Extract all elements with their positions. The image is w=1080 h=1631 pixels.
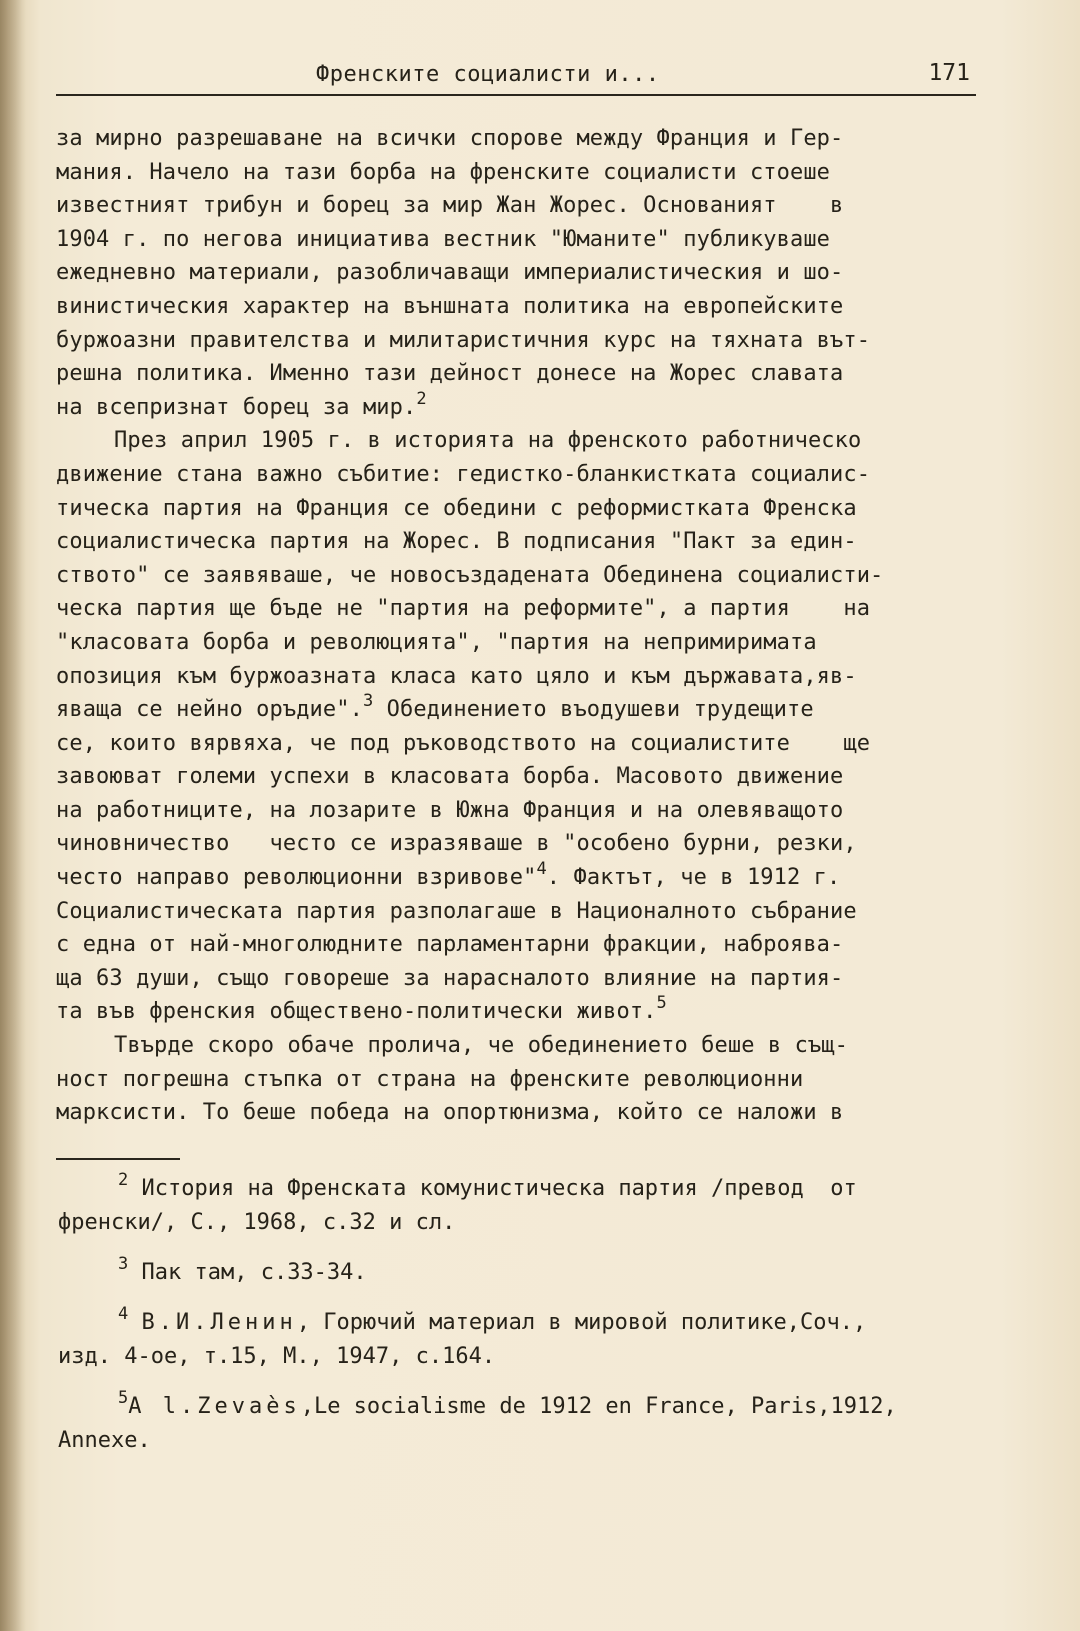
- text-line: опозиция към буржоазната класа като цяло и към държавата,яв-: [56, 663, 857, 689]
- text-line: известният трибун и борец за мир Жан Жорес. Основаният в: [56, 193, 844, 219]
- text-line: социалистическа партия на Жорес. В подписания "Пакт за един-: [56, 529, 857, 555]
- text-line: за мирно разрешаване на всички спорове между Франция и Гер-: [56, 126, 844, 151]
- footnote-number: 3: [118, 1254, 129, 1274]
- footnote-text: изд. 4-ое, т.15, М., 1947, с.164.: [58, 1344, 496, 1369]
- text-line: чиновничество често се изразяваше в "особено бурни, резки,: [56, 831, 857, 857]
- text-line: ща 63 души, също говореше за нарасналото влияние на партия-: [56, 965, 844, 991]
- text-line: се, които вярвяха, че под ръководството на социалистите ще: [56, 730, 871, 756]
- footnote-text: ,Le socialisme de 1912 en France, Paris,1912,: [300, 1394, 897, 1419]
- text-line: "класовата борба и революцията", "партия на непримиримата: [56, 629, 817, 655]
- footnote-marker: 4: [536, 859, 547, 880]
- text-line: на работниците, на лозарите в Южна Франция и на олевяващото: [56, 797, 844, 823]
- running-head-title: Френските социалисти и...: [316, 62, 660, 87]
- text-line: решна политика. Именно тази дейност донесе на Жорес славата: [56, 361, 844, 387]
- page-number: 171: [928, 60, 970, 86]
- text-fragment: . Фактът, че в 1912 г.: [546, 865, 841, 891]
- text-line: 1904 г. по негова инициатива вестник "Юманите" публикуваше: [56, 226, 831, 252]
- text-line: тическа партия на Франция се обедини с реформистката Френска: [56, 495, 857, 521]
- text-line: ежедневно материали, разобличаващи империалистическия и шо-: [56, 260, 844, 286]
- text-line: с една от най-многолюдните парламентарни фракции, наброява-: [56, 932, 844, 958]
- footnote-2: [58, 1172, 1008, 1240]
- footnote-4: [58, 1306, 1008, 1374]
- text-line: [56, 388, 986, 425]
- footnote-text: френски/, С., 1968, с.32 и сл.: [58, 1210, 456, 1235]
- footnote-marker: 2: [416, 388, 427, 409]
- book-spine-shadow: [0, 0, 26, 1631]
- text-line: завоюват големи успехи в класовата борба. Масовото движение: [56, 764, 844, 790]
- text-line: движение стана важно събитие: гедистко-бланкистката социалис-: [56, 461, 871, 487]
- main-text: [56, 122, 986, 1130]
- paragraph-start-line: Твърде скоро обаче пролича, че обединението беше в същ-: [114, 1033, 848, 1059]
- running-head: [56, 58, 976, 96]
- footnote-number: 2: [118, 1170, 129, 1190]
- footnote-number: 5: [118, 1388, 129, 1408]
- footnote-text: Пак там, с.33-34.: [128, 1260, 367, 1285]
- paragraph-start-line: През април 1905 г. в историята на френското работническо: [114, 428, 862, 454]
- footnote-marker: 3: [362, 691, 374, 712]
- text-fragment: та във френския обществено-политически живот.: [56, 999, 657, 1025]
- footnote-5: [58, 1390, 1008, 1458]
- text-line: ството" се заявяваше, че новосъздадената Обединена социалисти-: [56, 562, 884, 588]
- text-line: Социалистическата партия разполагаше в Националното събрание: [56, 898, 857, 924]
- footnote-text: История на Френската комунистическа партия /превод от: [128, 1176, 857, 1201]
- text-fragment: често направо революционни взривове": [56, 865, 537, 891]
- footnote-rule: [56, 1158, 180, 1160]
- footnote-text: , Горючий материал в мировой политике,Соч.,: [296, 1310, 867, 1335]
- text-line: буржоазни правителства и милитаристичния курс на тяхната вът-: [56, 327, 871, 353]
- text-line: винистическия характер на външната политика на европейските: [56, 293, 844, 319]
- text-line: [56, 995, 986, 1029]
- text-line: ност погрешна стъпка от страна на френските революционни: [56, 1066, 804, 1092]
- text-fragment: Обединението въодушеви трудещите: [373, 697, 814, 723]
- text-line: мания. Начело на тази борба на френските социалисти стоеше: [56, 159, 831, 185]
- text-line: ческа партия ще бъде не "партия на реформите", а партия на: [56, 596, 871, 622]
- text-line: [56, 693, 986, 727]
- footnote-text: Annexe.: [58, 1428, 151, 1453]
- footnote-3: [58, 1256, 1008, 1290]
- text-line: [56, 861, 986, 895]
- footnote-author: A l.Zevaès: [128, 1394, 301, 1419]
- footnote-marker: 5: [656, 993, 667, 1014]
- footnote-author: В.И.Ленин: [141, 1310, 297, 1335]
- text-fragment: на всепризнат борец за мир.: [56, 394, 417, 420]
- footnotes: [58, 1172, 1008, 1458]
- footnote-number: 4: [118, 1304, 129, 1324]
- text-line: марксисти. То беше победа на опортюнизма, който се наложи в: [56, 1100, 844, 1126]
- text-fragment: яваща се нейно оръдие".: [56, 697, 363, 723]
